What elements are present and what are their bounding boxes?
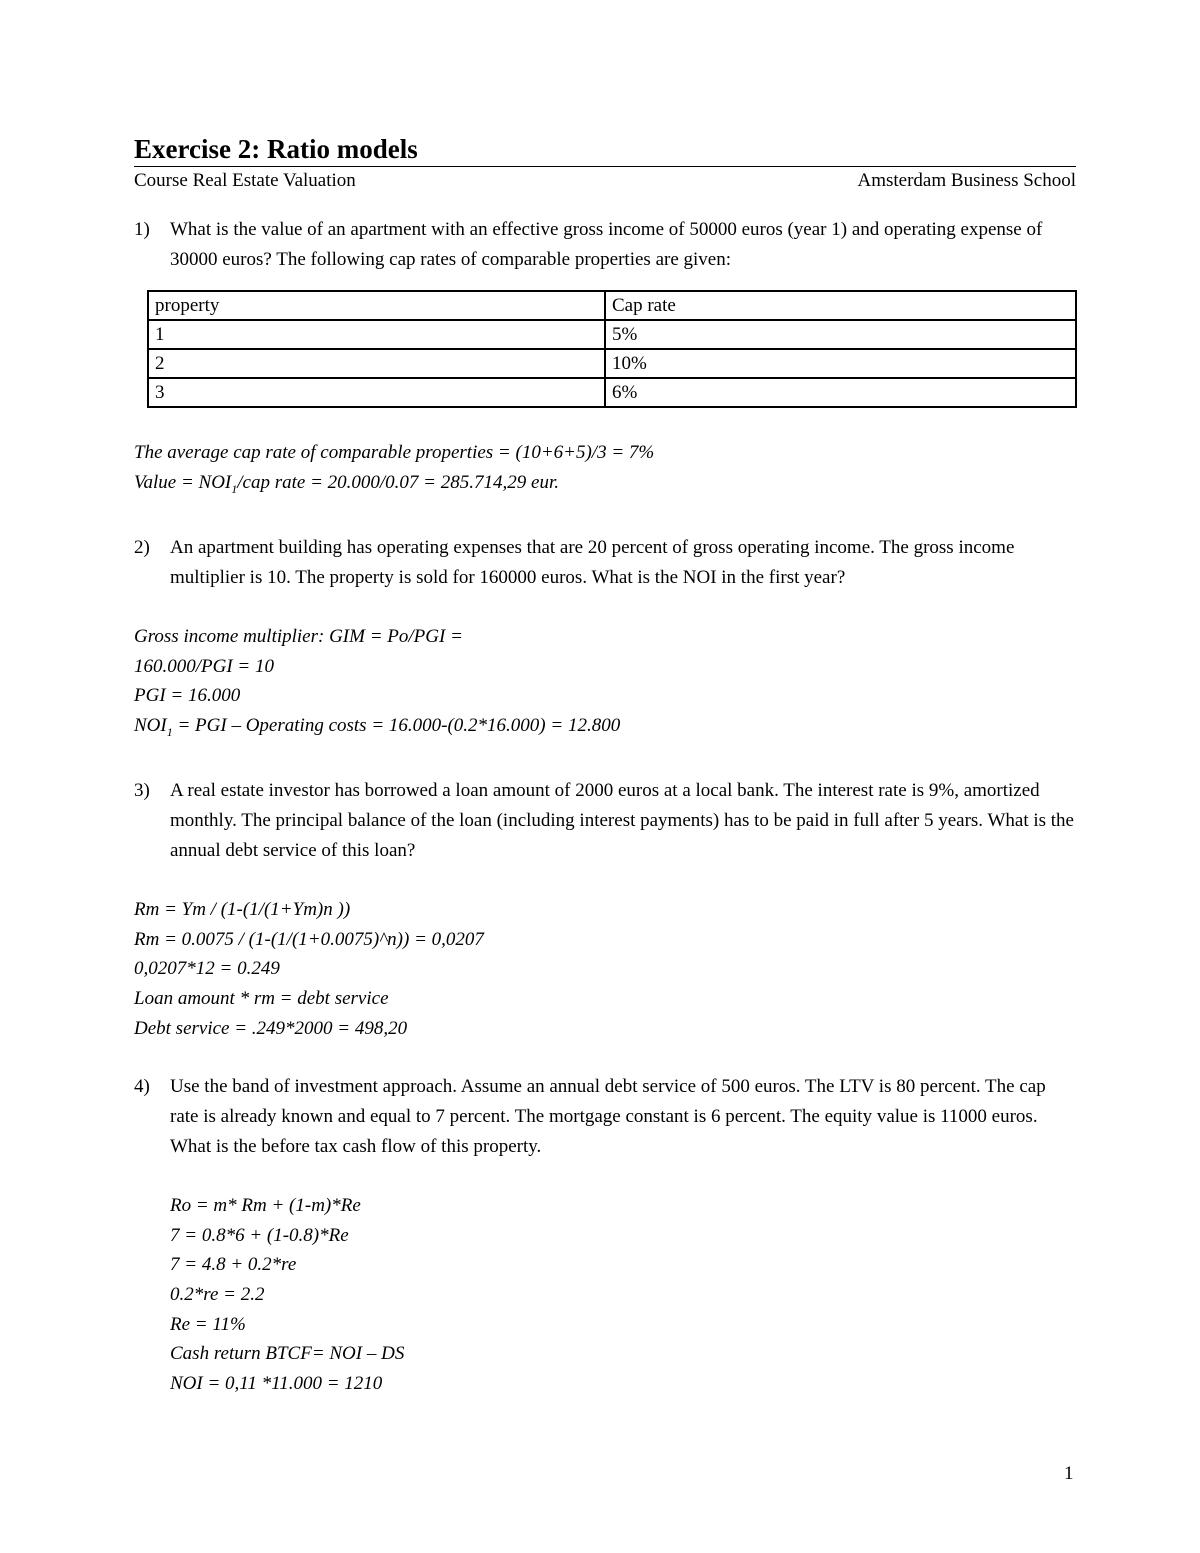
answer-line: $NOI_1$ = PGI – Operating costs = 16.000-(0.2*16.000) = 12.800: [134, 714, 621, 739]
answer-4: [134, 1191, 1076, 1398]
table-header-row: [148, 291, 1076, 320]
table-cell: 1: [148, 320, 605, 349]
course-name: Course Real Estate Valuation: [134, 170, 356, 191]
answer-line: Cash return BTCF= NOI – DS: [170, 1343, 405, 1365]
question-text: Use the band of investment approach. Assume an annual debt service of 500 euros. The LTV is 80 percent. The cap rate is already known and equal to 7 percent. The mortgage constant is 6 percent. The equity value is 11000 euros. What is the before tax cash flow of this property.: [170, 1076, 1046, 1158]
question-4: [134, 1072, 1076, 1162]
answer-line: Loan amount * rm = debt service: [134, 987, 389, 1009]
answer-line: Rm = Ym / (1-(1/(1+Ym)n )): [134, 899, 351, 921]
school-name: Amsterdam Business School: [857, 170, 1076, 191]
answer-line: 0,0207*12 = 0.249: [134, 958, 280, 980]
document-page: [134, 132, 1076, 1398]
question-text: What is the value of an apartment with an effective gross income of 50000 euros (year 1) and operating expense of 30000 euros? The following cap rates of comparable properties are given:: [170, 219, 1043, 270]
answer-line: 160.000/PGI = 10: [134, 655, 275, 677]
answer-1: [134, 438, 1076, 504]
page-number: 1: [1064, 1463, 1074, 1484]
answer-line: Ro = m* Rm + (1-m)*Re: [170, 1195, 361, 1217]
table-cell: 2: [148, 349, 605, 378]
answer-line: NOI = 0,11 *11.000 = 1210: [170, 1372, 383, 1394]
table-row: [148, 349, 1076, 378]
subheader: [134, 167, 1076, 195]
answer-line: 7 = 0.8*6 + (1-0.8)*Re: [170, 1224, 349, 1246]
table-cell: 6%: [605, 378, 1076, 407]
table-row: [148, 320, 1076, 349]
question-number: 4): [134, 1076, 150, 1098]
question-3: [134, 776, 1076, 866]
question-number: 3): [134, 780, 150, 802]
answer-line: PGI = 16.000: [134, 685, 241, 707]
table-cell: 10%: [605, 349, 1076, 378]
answer-3: [134, 895, 1076, 1043]
answer-2: [134, 622, 1076, 747]
question-text: An apartment building has operating expenses that are 20 percent of gross operating income. The gross income multiplier is 10. The property is sold for 160000 euros. What is the NOI in the first year?: [170, 536, 1015, 588]
table-cell: 3: [148, 378, 605, 407]
answer-line: Rm = 0.0075 / (1-(1/(1+0.0075)^n)) = 0,0207: [134, 928, 484, 950]
cap-rate-table: [147, 290, 1077, 408]
answer-line: Re = 11%: [170, 1313, 246, 1335]
question-number: 2): [134, 536, 150, 558]
question-number: 1): [134, 219, 150, 240]
table-cell: 5%: [605, 320, 1076, 349]
answer-line: The average cap rate of comparable properties = (10+6+5)/3 = 7%: [134, 442, 655, 463]
table-header-cell: property: [148, 291, 605, 320]
question-1: [134, 215, 1076, 275]
answer-line: Value = $NOI_1$/cap rate = 20.000/0.07 = 285.714,29 eur.: [134, 471, 559, 496]
answer-line: 7 = 4.8 + 0.2*re: [170, 1254, 297, 1276]
question-2: [134, 533, 1076, 593]
page-title: Exercise 2: Ratio models: [134, 134, 418, 164]
table-header-cell: Cap rate: [605, 291, 1076, 320]
table-row: [148, 378, 1076, 407]
question-text: A real estate investor has borrowed a loan amount of 2000 euros at a local bank. The interest rate is 9%, amortized monthly. The principal balance of the loan (including interest payments) has to be paid in full after 5 years. What is the annual debt service of this loan?: [170, 780, 1074, 862]
answer-line: 0.2*re = 2.2: [170, 1283, 265, 1305]
answer-line: Debt service = .249*2000 = 498,20: [134, 1017, 408, 1039]
answer-line: Gross income multiplier: GIM = Po/PGI =: [134, 625, 463, 647]
